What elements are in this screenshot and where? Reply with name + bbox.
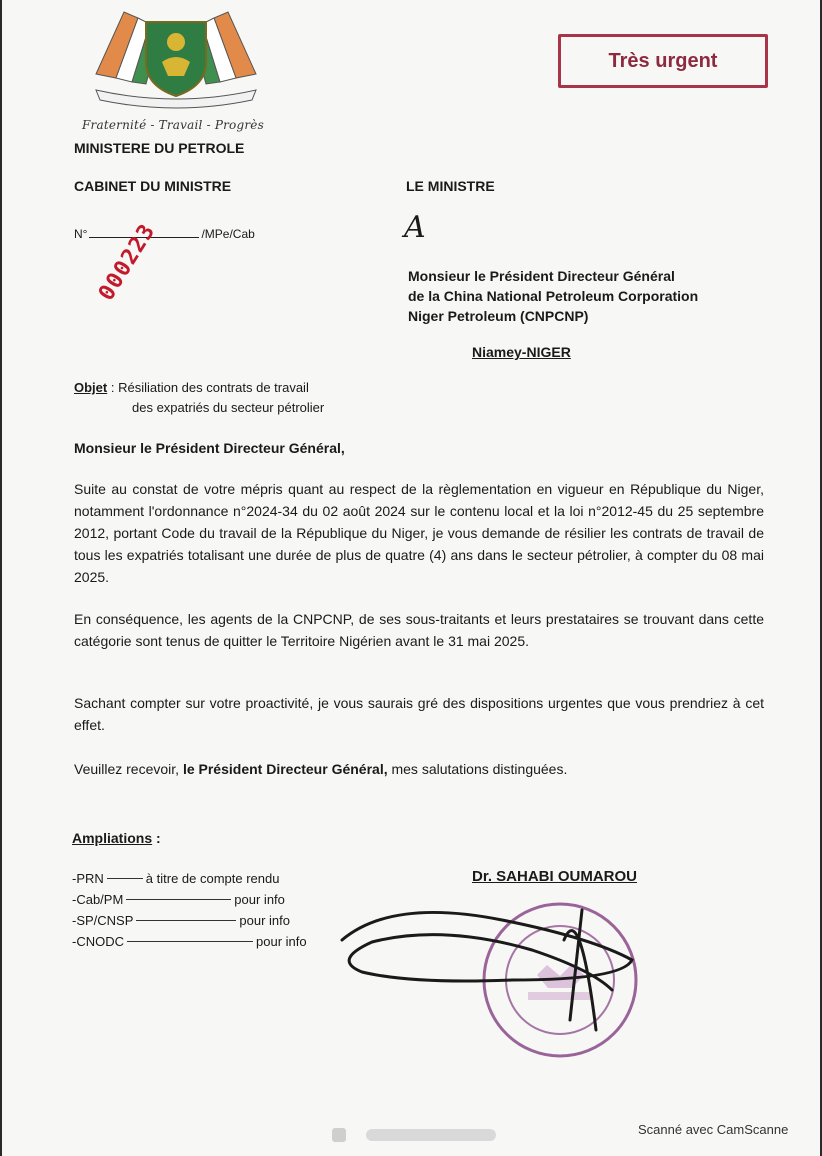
national-motto: Fraternité - Travail - Progrès — [82, 118, 264, 132]
closing-paragraph — [74, 758, 764, 780]
ampliations-separator: : — [152, 830, 161, 846]
subject-line: Résiliation des contrats de travail — [118, 380, 309, 395]
ministry-name: MINISTERE DU PETROLE — [74, 140, 245, 156]
handwritten-signature — [342, 910, 632, 1030]
subject-line: des expatriés du secteur pétrolier — [132, 400, 325, 415]
body-paragraph: Suite au constat de votre mépris quant au respect de la règlementation en vigueur en République du Niger, notamment l'ordonnance n°2024-34 du 02 août 2024 sur le contenu local et la loi n°2012-45 du 25 septembre 2012, portant Code du travail de la République du Niger, je vous demande de résilier les contrats de travail de tous les expatriés totalisant une durée de plus de quatre (4) ans dans le secteur pétrolier, à compter du 08 mai 2025. — [74, 481, 764, 585]
signature-and-seal — [332, 880, 652, 1070]
redacted-watermark — [332, 1124, 502, 1146]
body-paragraph: En conséquence, les agents de la CNPCNP, de ses sous-traitants et leurs prestataires se trouvant dans cette catégorie sont tenus de quitter le Territoire Nigérien avant le 31 mai 2025. — [74, 611, 764, 649]
cabinet-label: CABINET DU MINISTRE — [74, 178, 232, 194]
recipient-purpose: pour info — [256, 934, 307, 949]
list-item — [72, 910, 307, 931]
registration-stamp-number: 000223 — [94, 219, 161, 306]
recipient-purpose: pour info — [239, 913, 290, 928]
closing-text: mes salutations distinguées. — [387, 761, 568, 777]
addressee-block — [408, 266, 698, 326]
addressee-line: de la China National Petroleum Corporation — [408, 288, 699, 304]
signatory-name: Dr. SAHABI OUMAROU — [472, 868, 638, 885]
from-title: LE MINISTRE — [406, 178, 495, 194]
body-paragraph: Sachant compter sur votre proactivité, je vous saurais gré des dispositions urgentes que vous prendriez à cet effet. — [74, 695, 764, 733]
recipient-code: -SP/CNSP — [72, 913, 134, 928]
list-item — [72, 931, 307, 952]
list-item — [72, 868, 307, 889]
recipient-purpose: à titre de compte rendu — [145, 871, 280, 886]
urgency-label: Très urgent — [558, 34, 768, 88]
ref-suffix: /MPe/Cab — [201, 227, 255, 241]
closing-bold-text: le Président Directeur Général, — [182, 761, 388, 777]
closing-text: Veuillez recevoir, — [74, 761, 183, 777]
subject-separator: : — [107, 380, 119, 395]
scanner-watermark: Scanné avec CamScanne — [638, 1122, 789, 1137]
leader-line — [136, 920, 236, 921]
recipient-code: -Cab/PM — [72, 892, 124, 907]
leader-line — [107, 878, 143, 879]
ref-prefix: N° — [74, 227, 88, 241]
coat-of-arms-emblem — [76, 4, 276, 112]
salutation: Monsieur le Président Directeur Général, — [74, 440, 345, 456]
letter-page — [2, 0, 820, 1156]
recipient-purpose: pour info — [234, 892, 285, 907]
ampliations-label: Ampliations — [72, 830, 153, 846]
subject-label: Objet — [74, 380, 108, 395]
leader-line — [126, 899, 231, 900]
ampliations-list — [72, 868, 307, 952]
list-item — [72, 889, 307, 910]
recipient-code: -CNODC — [72, 934, 124, 949]
leader-line — [127, 941, 253, 942]
ampliations-title — [72, 830, 161, 846]
addressee-line: Monsieur le Président Directeur Général — [408, 268, 675, 284]
reference-number-line — [74, 227, 255, 241]
address-a-mark: A — [404, 210, 426, 245]
addressee-line: Niger Petroleum (CNPCNP) — [408, 308, 589, 324]
recipient-code: -PRN — [72, 871, 104, 886]
addressee-city: Niamey-NIGER — [472, 344, 571, 360]
subject-block — [74, 378, 324, 418]
